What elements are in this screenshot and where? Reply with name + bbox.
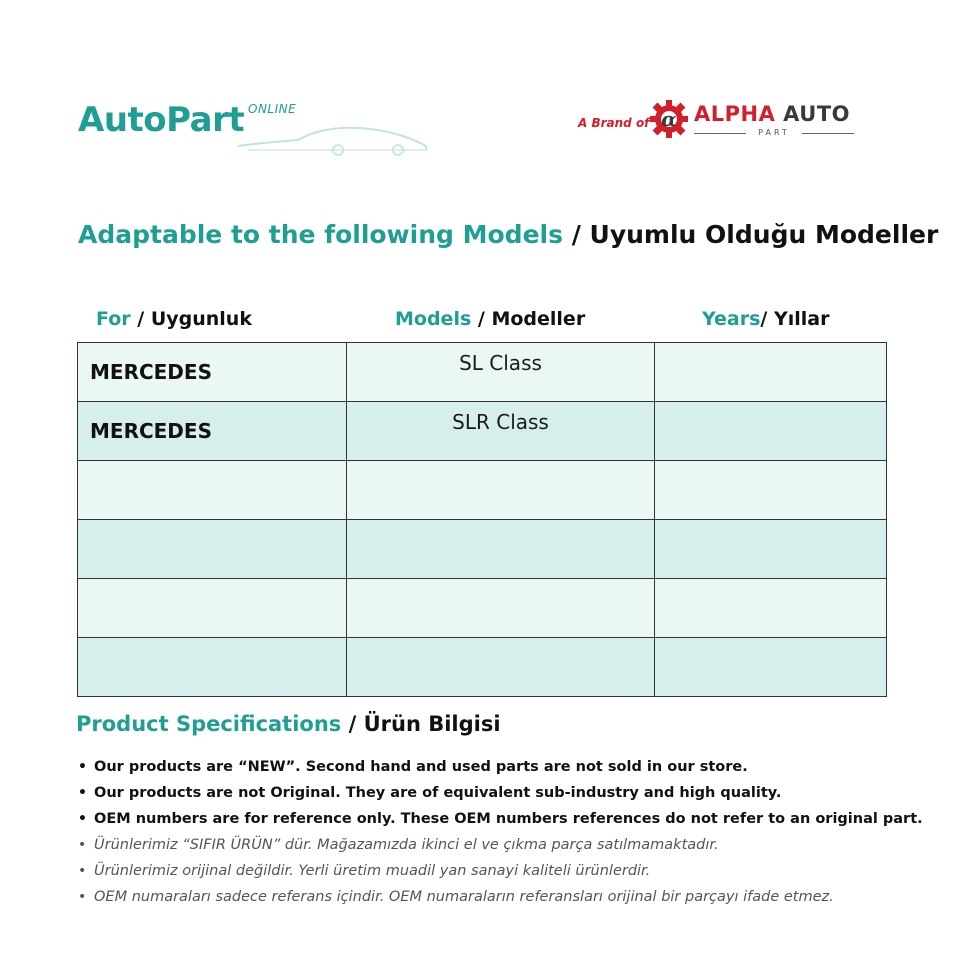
spec-item-en: • Our products are “NEW”. Second hand and used parts are not sold in our store.: [76, 754, 896, 780]
make-cell: MERCEDES: [78, 343, 347, 402]
model-cell: [347, 579, 655, 638]
spec-item-tr: • Ürünlerimiz “SIFIR ÜRÜN” dür. Mağazamızda ikinci el ve çıkma parça satılmamaktadır.: [76, 832, 896, 858]
column-header-years-en: Years: [702, 308, 761, 330]
specs-heading-en: Product Specifications: [76, 712, 342, 736]
make-cell: [78, 638, 347, 697]
specs-heading-tr: / Ürün Bilgisi: [348, 712, 501, 736]
model-cell: [347, 520, 655, 579]
column-header-for-tr: / Uygunluk: [137, 308, 252, 330]
specs-heading: [76, 712, 501, 736]
models-heading-en: Adaptable to the following Models: [78, 220, 563, 249]
specs-list: [76, 754, 923, 910]
spec-item-tr: • Ürünlerimiz orijinal değildir. Yerli üretim muadil yan sanayi kaliteli ürünlerdir.: [76, 858, 896, 884]
years-cell: [655, 579, 887, 638]
spec-item-en: • OEM numbers are for reference only. These OEM numbers references do not refer to an original part.: [76, 806, 896, 832]
brand-sub: PART: [694, 128, 854, 137]
logo-online-text: ONLINE: [248, 102, 297, 116]
years-cell: [655, 402, 887, 461]
model-cell: SL Class: [347, 343, 655, 402]
table-row: [78, 520, 887, 579]
brand-name: [694, 102, 850, 126]
table-row: [78, 461, 887, 520]
models-heading: [78, 220, 938, 249]
autopart-online-logo: [78, 96, 368, 156]
svg-text:α: α: [661, 107, 677, 131]
column-header-years-tr: / Yıllar: [760, 308, 830, 330]
make-cell: MERCEDES: [78, 402, 347, 461]
years-cell: [655, 520, 887, 579]
brand-name-alpha: ALPHA: [694, 102, 776, 126]
column-header-models-en: Models: [395, 308, 472, 330]
table-row: [78, 402, 887, 461]
gear-alpha-icon: [648, 98, 690, 140]
years-cell: [655, 343, 887, 402]
logo-autopart-text: AutoPart: [78, 100, 245, 140]
car-silhouette-icon: [228, 116, 438, 156]
column-header-models: [395, 308, 585, 330]
make-cell: [78, 579, 347, 638]
spec-item-en: • Our products are not Original. They are of equivalent sub-industry and high quality.: [76, 780, 896, 806]
models-heading-tr: / Uyumlu Olduğu Modeller: [571, 220, 939, 249]
compatibility-table: [77, 342, 887, 697]
column-header-years: [702, 308, 829, 330]
years-cell: [655, 461, 887, 520]
years-cell: [655, 638, 887, 697]
table-row: [78, 638, 887, 697]
make-cell: [78, 520, 347, 579]
model-cell: [347, 638, 655, 697]
column-header-models-tr: / Modeller: [477, 308, 586, 330]
column-header-for-en: For: [96, 308, 131, 330]
model-cell: SLR Class: [347, 402, 655, 461]
make-cell: [78, 461, 347, 520]
brand-prefix: A Brand of: [578, 116, 650, 130]
spec-item-tr: • OEM numaraları sadece referans içindir. OEM numaraların referansları orijinal bir parçayı ifade etmez.: [76, 884, 896, 910]
column-header-for: [96, 308, 252, 330]
alpha-auto-brand: [568, 98, 868, 142]
brand-name-auto: AUTO: [783, 102, 851, 126]
table-row: [78, 343, 887, 402]
model-cell: [347, 461, 655, 520]
table-row: [78, 579, 887, 638]
